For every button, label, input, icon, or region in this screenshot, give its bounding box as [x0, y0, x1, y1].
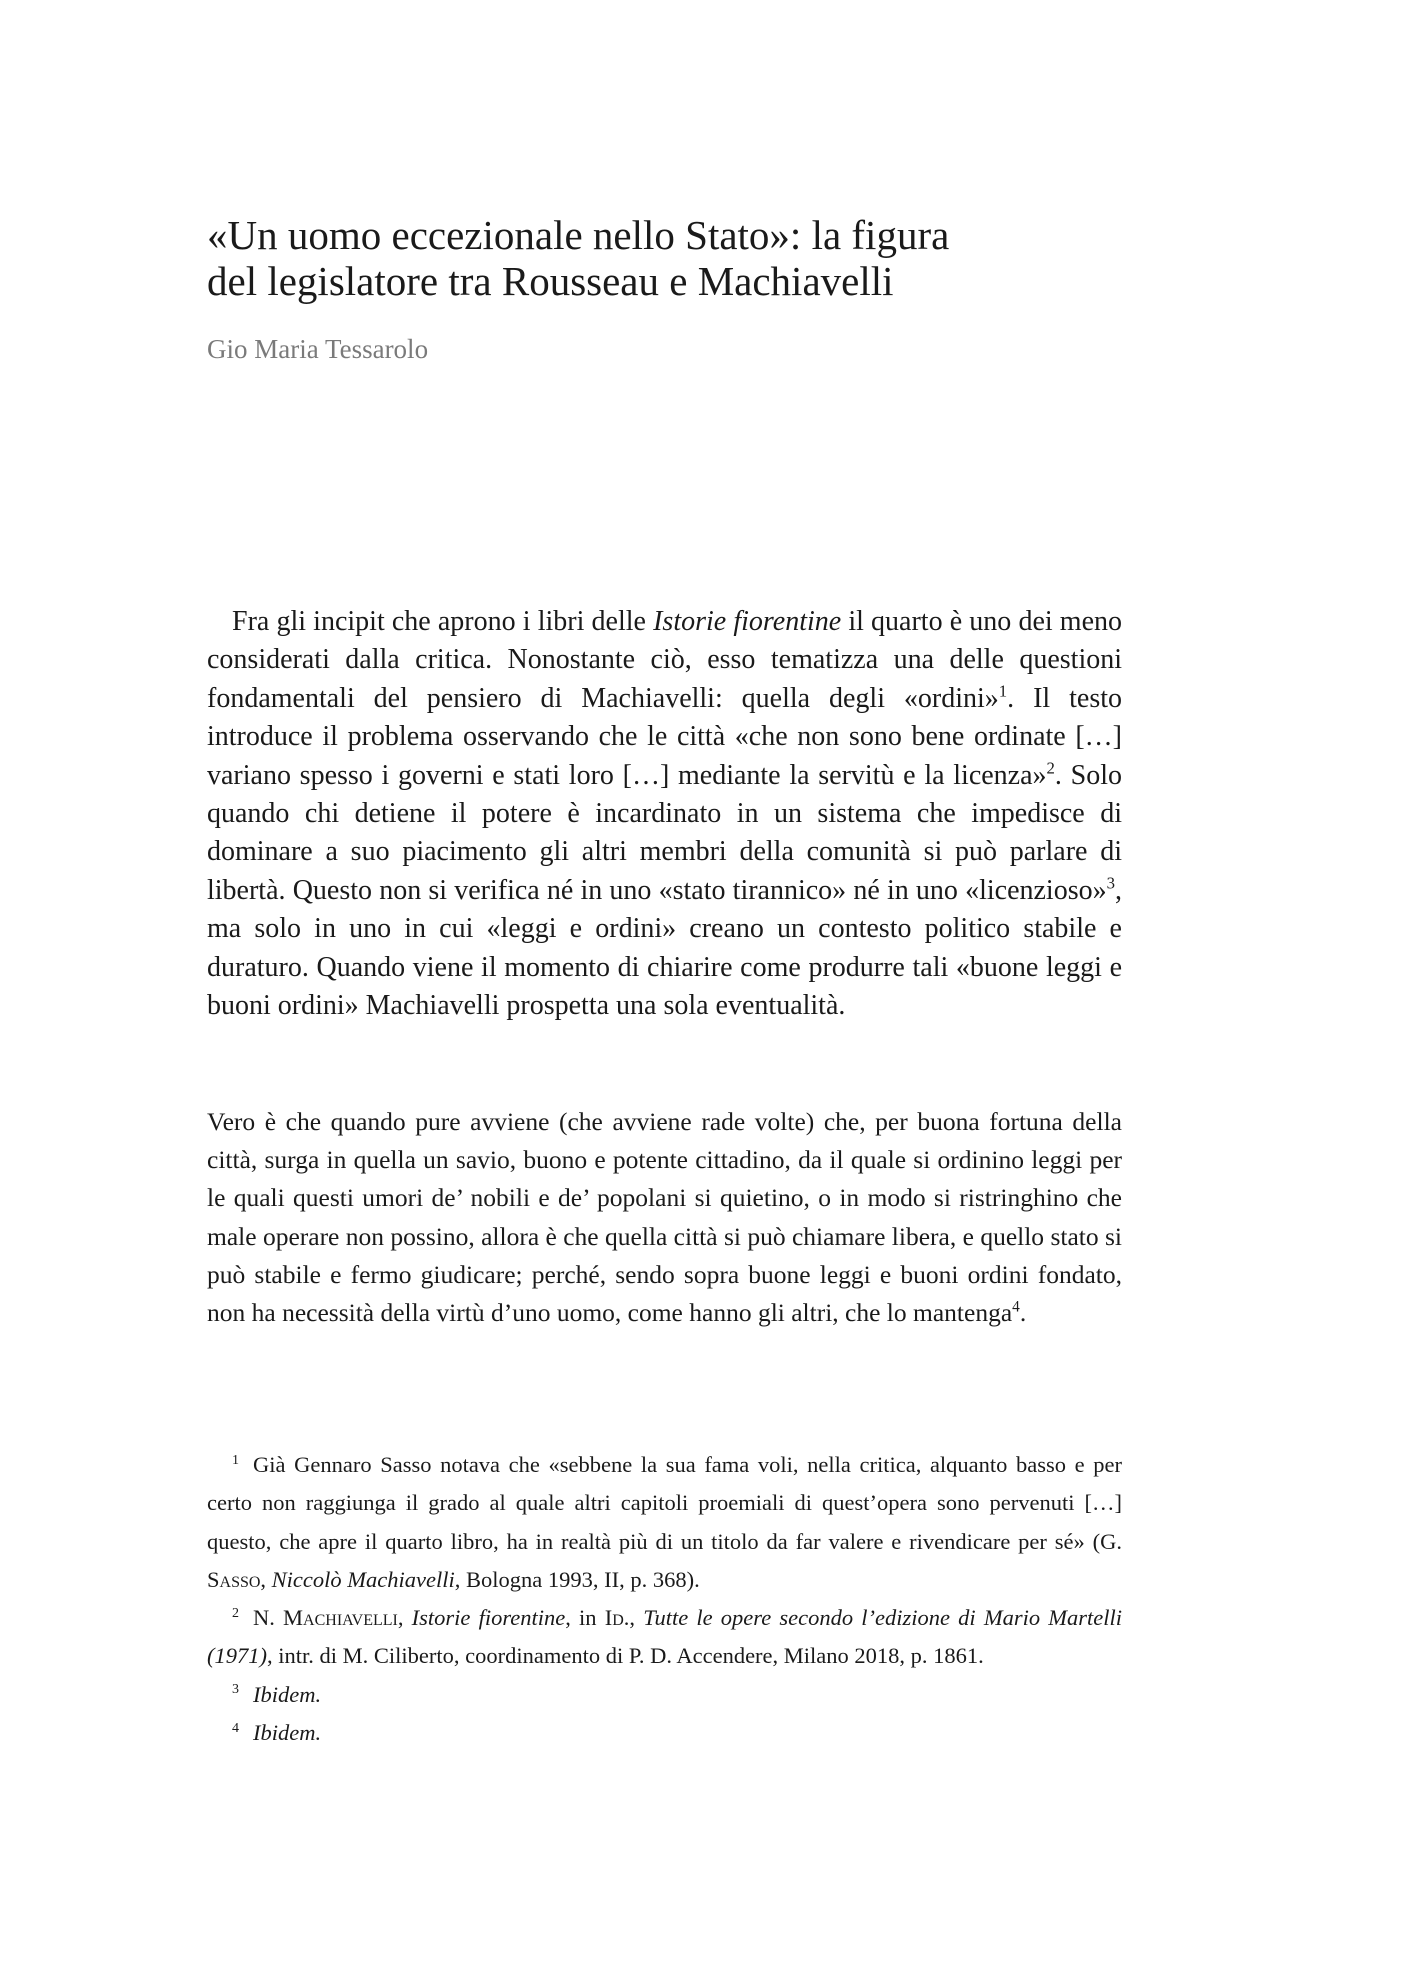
author-smallcaps: Id.	[604, 1605, 630, 1631]
document-page	[207, 0, 1122, 1980]
text-run: , ma solo in uno in cui «leggi e ordini» creano un contesto politico stabile e duraturo. Quando viene il momento di chiarire come produrre tali «buone leggi e buoni ordini» Machiavelli prospetta una sola eventualità.	[207, 874, 1122, 1022]
footnote-3	[207, 1676, 1122, 1714]
title-line-1: «Un uomo eccezionale nello Stato»: la figura	[207, 212, 950, 258]
text-run: . Solo quando chi detiene il potere è incardinato in un sistema che impedisce di dominare a suo piacimento gli altri membri della comunità si può parlare di libertà. Questo non si verifica né in uno «stato tirannico» né in uno «licenzioso»	[207, 759, 1122, 906]
footnote-1	[207, 1446, 1122, 1599]
footnote-number: 4	[232, 1720, 239, 1736]
body-text	[207, 603, 1122, 1025]
italic-ibidem: Ibidem.	[253, 1681, 322, 1707]
text-run: ,	[629, 1605, 644, 1631]
text-run: .	[1019, 1298, 1027, 1328]
text-run: . Il testo introduce il problema osservando che le città «che non sono bene ordinate […] variano spesso i governi e stati loro […] mediante la servitù e la licenza»	[207, 682, 1122, 791]
footnote-ref-1[interactable]: 1	[998, 681, 1008, 701]
text-run: Fra gli incipit che aprono i libri delle	[232, 606, 654, 637]
footnote-number: 3	[232, 1682, 239, 1698]
footnote-ref-2[interactable]: 2	[1046, 758, 1055, 778]
text-run: ,	[397, 1605, 412, 1631]
text-run: il quarto è uno dei meno considerati dalla critica. Nonostante ciò, esso tematizza una delle questioni fondamentali del pensiero di Machiavelli: quella degli «ordini»	[207, 606, 1123, 714]
text-run: , intr. di M. Ciliberto, coordinamento di P. D. Accendere, Milano 2018, p. 1861.	[267, 1643, 984, 1669]
italic-title: Istorie fiorentine	[411, 1605, 566, 1631]
italic-ibidem: Ibidem.	[253, 1720, 322, 1746]
text-run: N.	[253, 1605, 284, 1631]
footnote-number: 2	[232, 1605, 239, 1621]
text-run: , Bologna 1993, II, p. 368).	[454, 1566, 700, 1592]
footnote-ref-4[interactable]: 4	[1012, 1298, 1020, 1316]
title-line-2: del legislatore tra Rousseau e Machiavelli	[207, 258, 894, 304]
footnote-ref-3[interactable]: 3	[1106, 873, 1115, 893]
italic-title: Istorie fiorentine	[653, 606, 842, 637]
block-quote	[207, 1103, 1122, 1332]
text-run: Già Gennaro Sasso notava che «sebbene la sua fama voli, nella critica, alquanto basso e per certo non raggiunga il grado al quale altri capitoli proemiali di quest’opera sono pervenuti […] questo, che apre il quarto libro, ha in realtà più di un titolo da far valere e rivendicare per sé» (G.	[207, 1452, 1122, 1554]
footnote-2	[207, 1599, 1122, 1676]
text-run: ,	[260, 1566, 272, 1592]
italic-title: Tutte le opere secondo l’edizione di Mario Martelli (1971)	[207, 1605, 1122, 1669]
footnote-number: 1	[232, 1452, 239, 1468]
author-smallcaps: Machiavelli	[283, 1605, 398, 1631]
article-title	[207, 212, 1122, 304]
italic-title: Niccolò Machiavelli	[271, 1566, 455, 1592]
text-run: , in	[565, 1605, 605, 1631]
body-paragraph	[207, 603, 1122, 1025]
footnotes	[207, 1446, 1122, 1752]
author-smallcaps: Sasso	[207, 1566, 261, 1592]
footnote-4	[207, 1714, 1122, 1752]
quote-text: Vero è che quando pure avviene (che avviene rade volte) che, per buona fortuna della città, surga in quella un savio, buono e potente cittadino, da il quale si ordinino leggi per le quali questi umori de’ nobili e de’ popolani si quietino, o in modo si ristringhino che male operare non possino, allora è che quella città si può chiamare libera, e quello stato si può stabile e fermo giudicare; perché, sendo sopra buone leggi e buoni ordini fondato, non ha necessità della virtù d’uno uomo, come hanno gli altri, che lo mantenga	[207, 1107, 1122, 1328]
author-name: Gio Maria Tessarolo	[207, 334, 429, 364]
